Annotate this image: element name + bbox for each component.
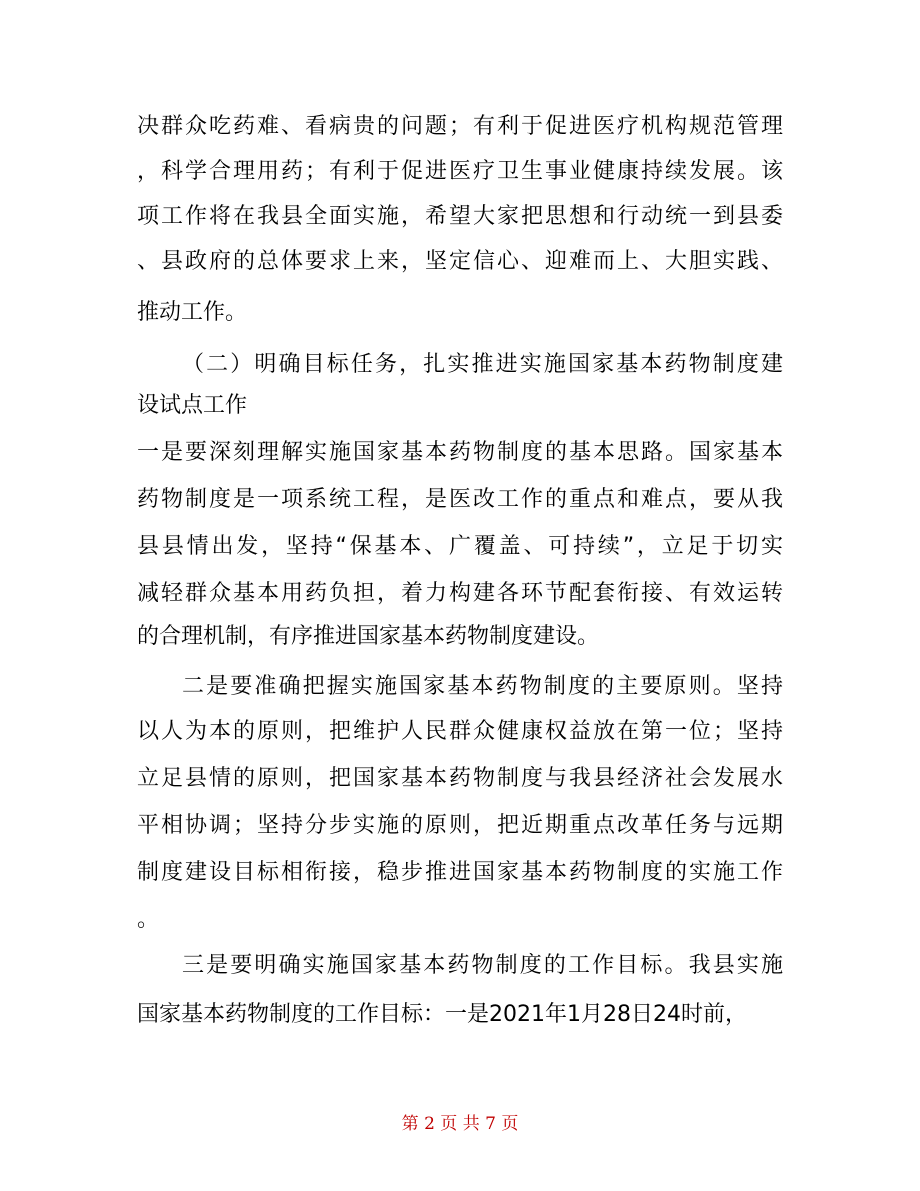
text-line: 的合理机制，有序推进国家基本药物制度建设。	[137, 624, 600, 649]
text-line: 平相协调；坚持分步实施的原则，把近期重点改革任务与远期	[137, 813, 783, 838]
page-number-footer: 第 2 页 共 7 页	[401, 1114, 519, 1134]
text-line: ，科学合理用药；有利于促进医疗卫生事业健康持续发展。该	[137, 159, 783, 184]
text-line: 减轻群众基本用药负担，着力构建各环节配套衔接、有效运转	[137, 581, 783, 606]
section-heading-line: （二）明确目标任务，扎实推进实施国家基本药物制度建	[182, 352, 783, 377]
text-line: 制度建设目标相衔接，稳步推进国家基本药物制度的实施工作	[137, 860, 783, 885]
text-line: 立足县情的原则，把国家基本药物制度与我县经济社会发展水	[137, 766, 783, 791]
section-heading-line: 设试点工作	[137, 393, 248, 418]
text-line: 项工作将在我县全面实施，希望大家把思想和行动统一到县委	[137, 204, 783, 229]
text-line: 决群众吃药难、看病贵的问题；有利于促进医疗机构规范管理	[137, 114, 783, 139]
text-line: 以人为本的原则，把维护人民群众健康权益放在第一位；坚持	[137, 719, 783, 744]
text-line: 国家基本药物制度的工作目标：一是2021年1月28日24时前，	[137, 1002, 747, 1027]
text-line: 一是要深刻理解实施国家基本药物制度的基本思路。国家基本	[137, 440, 783, 465]
text-line: 药物制度是一项系统工程，是医改工作的重点和难点，要从我	[137, 487, 783, 512]
paragraph-start-line: 三是要明确实施国家基本药物制度的工作目标。我县实施	[182, 953, 783, 978]
paragraph-start-line: 二是要准确把握实施国家基本药物制度的主要原则。坚持	[182, 674, 783, 699]
text-line: 县县情出发，坚持“保基本、广覆盖、可持续”，立足于切实	[137, 534, 783, 559]
text-line: 推动工作。	[137, 300, 248, 325]
text-line: 。	[137, 907, 160, 932]
text-line: 、县政府的总体要求上来，坚定信心、迎难而上、大胆实践、	[137, 249, 783, 274]
